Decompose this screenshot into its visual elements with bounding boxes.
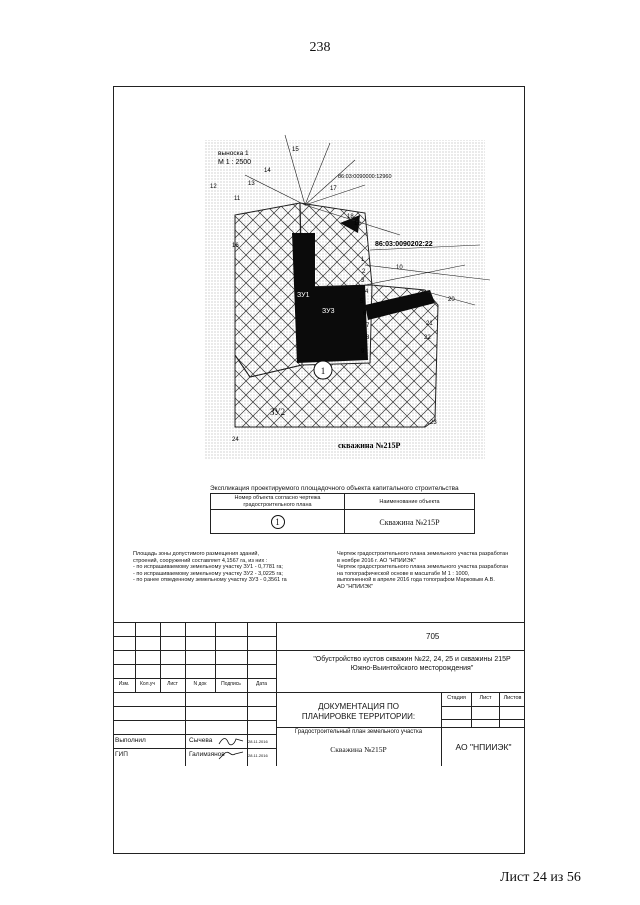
stage-header: Стадия bbox=[447, 695, 466, 701]
well-label: скважина №215Р bbox=[338, 441, 401, 450]
col-header-list: Лист bbox=[167, 681, 178, 687]
legend-row-number bbox=[213, 511, 342, 533]
point-label: 19 bbox=[354, 221, 361, 227]
point-label: 24 bbox=[232, 437, 239, 443]
row2-signature-icon bbox=[217, 749, 245, 761]
doc-title-line-1: ДОКУМЕНТАЦИЯ ПО bbox=[318, 702, 399, 711]
project-title-line-1: "Обустройство кустов скважин №22, 24, 25 и скважины 215Р bbox=[313, 656, 511, 663]
point-label: 3 bbox=[361, 278, 365, 284]
point-label: 16 bbox=[232, 243, 239, 249]
cadastral-number-2: 86:03:0090202:22 bbox=[375, 241, 433, 248]
callout-label: выноска 1 bbox=[218, 150, 249, 157]
row1-signature-icon bbox=[217, 735, 245, 747]
row2-role: ГИП bbox=[115, 751, 128, 758]
col-header-ndok: N док bbox=[193, 681, 207, 687]
row1-date: 28.11.2016 bbox=[248, 739, 268, 744]
point-label: 13 bbox=[248, 181, 255, 187]
col-header-kolvo: Кол.уч bbox=[140, 681, 155, 687]
point-label: 2 bbox=[362, 269, 366, 275]
project-title-line-2: Южно-Выинтойского месторождения" bbox=[350, 665, 474, 672]
point-label: 20 bbox=[448, 297, 455, 303]
note-left-line: Площадь зоны допустимого размещения зданий, bbox=[133, 551, 260, 557]
legend-title: Экспликация проектируемого площадочного объекта капитального строительства bbox=[210, 485, 459, 492]
notes-left bbox=[133, 551, 287, 584]
row1-name: Сычева bbox=[189, 737, 213, 744]
point-label: 5 bbox=[360, 299, 364, 305]
legend-table bbox=[210, 493, 475, 534]
note-right-line: выполненной в апреле 2016 года топографом Марковым А.В. bbox=[337, 577, 495, 584]
point-label: 23 bbox=[430, 420, 437, 426]
sheet-counter: Лист 24 из 56 bbox=[500, 870, 581, 885]
point-label: 12 bbox=[210, 184, 217, 190]
legend-col1-header: Номер объекта согласно чертежа градостроительного плана bbox=[234, 495, 321, 508]
sheets-header: Листов bbox=[503, 695, 522, 701]
page-number: 238 bbox=[309, 40, 331, 55]
doc-title-line-2: ПЛАНИРОВКЕ ТЕРРИТОРИИ: bbox=[301, 712, 416, 721]
note-right-line: АО "НПИИЭК" bbox=[337, 583, 374, 590]
legend-number-circle: 1 bbox=[271, 515, 285, 529]
title-block bbox=[113, 622, 525, 766]
row1-role: Выполнил bbox=[115, 737, 146, 744]
note-right-line: на топографической основе в масштабе М 1 : 1000, bbox=[337, 570, 470, 577]
callout-scale: М 1 : 2500 bbox=[218, 159, 252, 166]
row2-date: 28.11.2016 bbox=[248, 753, 268, 758]
sheet-header: Лист bbox=[479, 695, 492, 701]
note-left-line: - по испрашиваемому земельному участку ЗУ1 - 0,7781 га; bbox=[133, 564, 283, 571]
object-marker-number: 1 bbox=[320, 366, 326, 376]
organization: АО "НПИИЭК" bbox=[455, 742, 512, 752]
point-label: 11 bbox=[234, 196, 241, 202]
note-left-line: - по испрашиваемому земельному участку ЗУ2 - 3,0225 га; bbox=[133, 570, 283, 577]
notes-right bbox=[337, 551, 508, 591]
cadastral-number-1: 86:03:0090000:12960 bbox=[338, 174, 392, 180]
point-label: 9 bbox=[361, 349, 365, 355]
site-plan bbox=[190, 115, 510, 475]
col-header-signature: Подпись bbox=[221, 681, 241, 687]
zone-label-zu3: ЗУ3 bbox=[322, 308, 335, 315]
point-label: 7 bbox=[366, 323, 370, 329]
point-label: 10 bbox=[396, 265, 403, 271]
note-right-line: в ноябре 2016 г. АО "НПИИЭК" bbox=[337, 557, 416, 564]
col-header-izm: Изм. bbox=[118, 681, 130, 687]
note-right-line: Чертеж градостроительного плана земельного участка разработан bbox=[337, 551, 509, 557]
col-header-date: Дата bbox=[255, 681, 268, 687]
zone-zu1 bbox=[235, 203, 302, 377]
zone-label-zu2: ЗУ2 bbox=[270, 407, 286, 417]
point-label: 8 bbox=[366, 335, 370, 341]
note-left-line: строений, сооружений составляет 4,1567 га, из них : bbox=[133, 557, 268, 564]
note-left-line: - по ранее отведенному земельному участку ЗУ3 - 0,3561 га bbox=[133, 577, 287, 584]
point-label: 1 bbox=[361, 257, 365, 263]
sheet-subtitle-line-2: Скважина №215Р bbox=[330, 745, 387, 754]
legend-row-name: Скважина №215Р bbox=[379, 517, 440, 527]
point-label: 22 bbox=[424, 335, 431, 341]
note-right-line: Чертеж градостроительного плана земельного участка разработан bbox=[337, 564, 509, 571]
point-label: 6 bbox=[363, 311, 367, 317]
point-label: 4 bbox=[365, 289, 369, 295]
sheet-subtitle-line-1: Градостроительный план земельного участка bbox=[294, 729, 423, 735]
zone-label-zu1: ЗУ1 bbox=[297, 292, 310, 299]
point-label: 15 bbox=[292, 147, 299, 153]
point-label: 14 bbox=[264, 168, 271, 174]
project-code: 705 bbox=[426, 632, 440, 641]
point-label: 18 bbox=[347, 214, 354, 220]
row2-name: Галимзянов bbox=[189, 751, 225, 758]
point-label: 17 bbox=[330, 186, 337, 192]
point-label: 21 bbox=[426, 321, 433, 327]
legend-col2-header: Наименование объекта bbox=[379, 498, 440, 505]
